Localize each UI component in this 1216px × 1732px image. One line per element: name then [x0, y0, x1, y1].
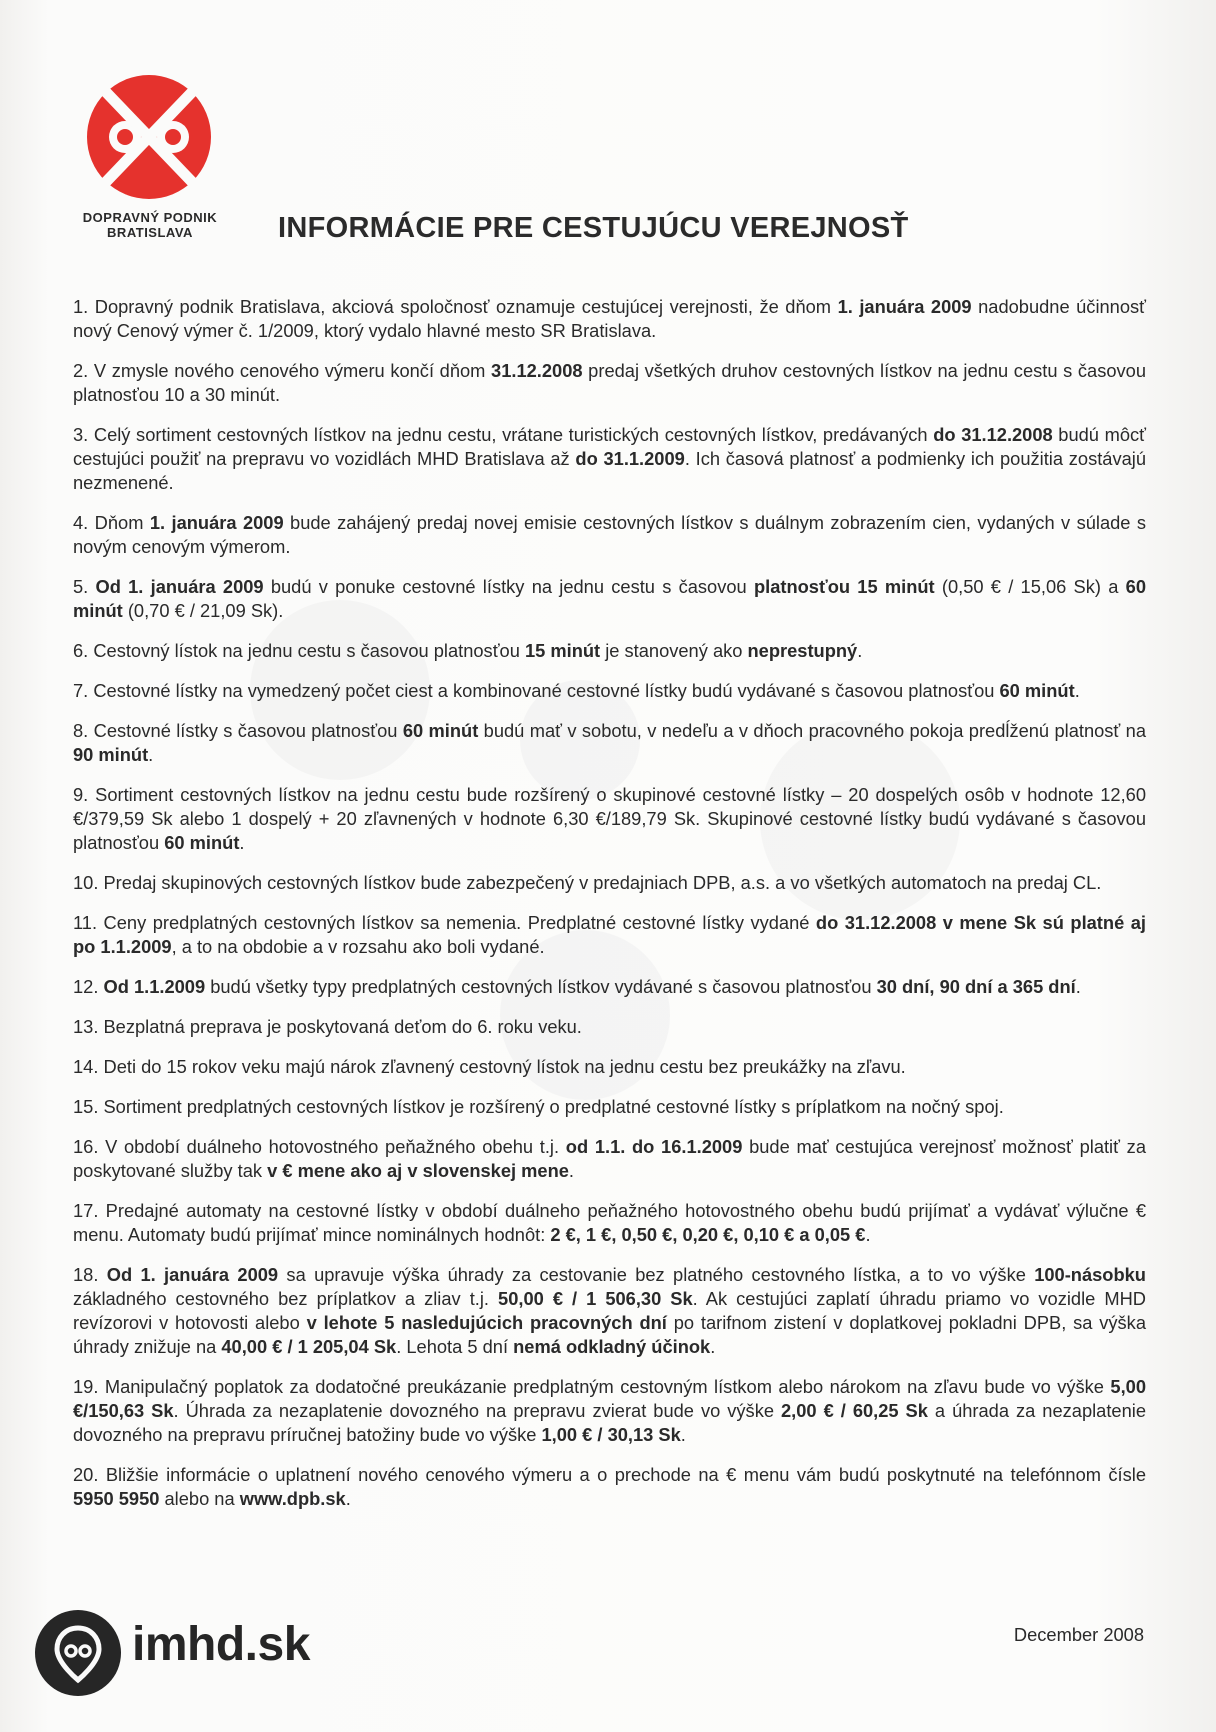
- notice-item: [73, 1095, 1146, 1119]
- dpb-logo-icon: [82, 70, 217, 205]
- notice-item-bold: 60 minút: [73, 576, 1146, 621]
- notice-item-text: sa upravuje výška úhrady za cestovanie bez platného cestovného lístka, a to vo výške: [278, 1264, 1035, 1285]
- notice-item-bold: 1. januára 2009: [149, 512, 284, 533]
- notice-item-bold: 15 minút: [524, 640, 601, 661]
- notice-item: [73, 511, 1146, 559]
- notice-item-bold: 60 minút: [164, 832, 240, 853]
- notice-item-bold: neprestupný: [747, 640, 858, 661]
- notice-item-text: 7. Cestovné lístky na vymedzený počet ciest a kombinované cestovné lístky budú vydávané s časovou platnosťou: [73, 680, 1000, 701]
- notice-item-text: 16. V období duálneho hotovostného peňažného obehu t.j.: [73, 1136, 566, 1157]
- notice-item-text: . Ich časová platnosť a podmienky ich použitia zostávajú nezmenené.: [73, 448, 1146, 493]
- notice-item-text: 8. Cestovné lístky s časovou platnosťou: [73, 720, 403, 741]
- notice-item-text: .: [345, 1488, 351, 1509]
- notice-item-text: 3. Celý sortiment cestovných lístkov na jednu cestu, vrátane turistických cestovných lístkov, predávaných: [73, 424, 934, 445]
- notice-item: [73, 1055, 1146, 1079]
- notice-item-text: .: [857, 640, 863, 661]
- notice-item-text: základného cestovného bez príplatkov a zliav t.j.: [73, 1288, 499, 1309]
- notice-item-text: (0,70 € / 21,09 Sk).: [122, 600, 284, 621]
- imhd-watermark-text: imhd.sk: [132, 1618, 310, 1671]
- notice-item-text: . Ak cestujúci zaplatí úhradu priamo vo vozidle MHD revízorovi v hotovosti alebo: [73, 1288, 1146, 1333]
- notice-item-text: .: [680, 1424, 686, 1445]
- notice-item-text: .: [239, 832, 245, 853]
- org-name-line1: DOPRAVNÝ PODNIK: [82, 210, 218, 225]
- imhd-pin-icon: [33, 1608, 123, 1698]
- notice-item-bold: 2,00 € / 60,25 Sk: [781, 1400, 928, 1421]
- org-name: [70, 210, 230, 240]
- notice-item-bold: v € mene ako aj v slovenskej mene: [267, 1160, 569, 1181]
- notice-item: [73, 871, 1146, 895]
- notice-item-bold: 90 minút: [73, 744, 149, 765]
- notice-item-text: alebo na: [159, 1488, 240, 1509]
- notice-item-bold: 30 dní, 90 dní a 365 dní: [876, 976, 1076, 997]
- notice-item-text: 10. Predaj skupinových cestovných lístkov bude zabezpečený v predajniach DPB, a.s. a vo všetkých automatoch na predaj CL.: [73, 872, 1102, 893]
- notice-item: [73, 911, 1146, 959]
- notice-item: [73, 1199, 1146, 1247]
- notice-item-text: 9. Sortiment cestovných lístkov na jednu cestu bude rozšírený o skupinové cestovné lístky – 20 dospelých osôb v hodnote 12,60 €/379,59 Sk alebo 1 dospelý + 20 zľavnených v hodnote 6,30 €/189,79 Sk. Skupinové cestovné lístky budú vydávané s časovou platnosťou: [73, 784, 1146, 853]
- notice-item-bold: do 31.12.2008: [933, 424, 1053, 445]
- notice-item: [73, 1263, 1146, 1359]
- notice-item-text: 18.: [73, 1264, 107, 1285]
- notice-list: [73, 295, 1146, 1527]
- dpb-logo: [70, 70, 230, 245]
- notice-item-text: .: [865, 1224, 871, 1245]
- notice-item-bold: 100-násobku: [1034, 1264, 1146, 1285]
- notice-item-bold: 60 minút: [402, 720, 479, 741]
- notice-item-bold: 31.12.2008: [491, 360, 583, 381]
- notice-item-text: .: [148, 744, 154, 765]
- notice-item-bold: www.dpb.sk: [239, 1488, 346, 1509]
- notice-item-bold: do 31.12.2008 v mene Sk sú platné aj po 1.1.2009: [73, 912, 1146, 957]
- notice-item-bold: 1. januára 2009: [837, 296, 972, 317]
- notice-item: [73, 295, 1146, 343]
- notice-item: [73, 639, 1146, 663]
- notice-item: [73, 783, 1146, 855]
- notice-item-bold: 40,00 € / 1 205,04 Sk: [221, 1336, 397, 1357]
- notice-item-bold: v lehote 5 nasledujúcich pracovných dní: [306, 1312, 667, 1333]
- notice-item-bold: nemá odkladný účinok: [513, 1336, 711, 1357]
- notice-item-text: 14. Deti do 15 rokov veku majú nárok zľavnený cestovný lístok na jednu cestu bez preukážky na zľavu.: [73, 1056, 906, 1077]
- notice-item: [73, 679, 1146, 703]
- notice-item-text: nadobudne účinnosť nový Cenový výmer č. 1/2009, ktorý vydalo hlavné mesto SR Bratislava.: [73, 296, 1147, 341]
- notice-item-text: 6. Cestovný lístok na jednu cestu s časovou platnosťou: [73, 640, 525, 661]
- notice-item-text: bude mať cestujúca verejnosť možnosť platiť za poskytované služby tak: [73, 1136, 1146, 1181]
- notice-item-text: a úhrada za nezaplatenie dovozného na prepravu príručnej batožiny bude vo výške: [73, 1400, 1146, 1445]
- notice-item-text: bude zahájený predaj novej emisie cestovných lístkov s duálnym zobrazením cien, vydaných v súlade s novým cenovým výmerom.: [73, 512, 1147, 557]
- notice-item-text: 15. Sortiment predplatných cestovných lístkov je rozšírený o predplatné cestovné lístky s príplatkom na nočný spoj.: [73, 1096, 1004, 1117]
- notice-item-text: .: [710, 1336, 716, 1357]
- notice-item: [73, 575, 1146, 623]
- notice-item-bold: od 1.1. do 16.1.2009: [565, 1136, 743, 1157]
- notice-item-text: , a to na obdobie a v rozsahu ako boli vydané.: [171, 936, 545, 957]
- notice-item-text: budú mať v sobotu, v nedeľu a v dňoch pracovného pokoja predĺženú platnosť na: [478, 720, 1146, 741]
- notice-item-text: . Lehota 5 dní: [396, 1336, 514, 1357]
- notice-item-bold: 2 €, 1 €, 0,50 €, 0,20 €, 0,10 € a 0,05 €: [550, 1224, 866, 1245]
- notice-item-text: 2. V zmysle nového cenového výmeru končí dňom: [73, 360, 492, 381]
- notice-item-text: 20. Bližšie informácie o uplatnení nového cenového výmeru a o prechode na € menu vám budú poskytnuté na telefónnom čísle: [73, 1464, 1146, 1485]
- notice-item-bold: Od 1. januára 2009: [106, 1264, 279, 1285]
- notice-item-text: 13. Bezplatná preprava je poskytovaná deťom do 6. roku veku.: [73, 1016, 582, 1037]
- notice-item-text: po tarifnom zistení v doplatkovej pokladni DPB, sa výška úhrady znižuje na: [73, 1312, 1146, 1357]
- notice-item: [73, 1015, 1146, 1039]
- notice-item: [73, 359, 1146, 407]
- notice-item-bold: do 31.1.2009: [575, 448, 685, 469]
- notice-item-bold: 5950 5950: [73, 1488, 160, 1509]
- notice-item-text: 11. Ceny predplatných cestovných lístkov sa nemenia. Predplatné cestovné lístky vydané: [73, 912, 816, 933]
- notice-item-text: .: [1075, 976, 1081, 997]
- notice-item-text: predaj všetkých druhov cestovných lístkov na jednu cestu s časovou platnosťou 10 a 30 minút.: [73, 360, 1147, 405]
- org-name-line2: BRATISLAVA: [107, 225, 193, 240]
- notice-item: [73, 423, 1146, 495]
- notice-item: [73, 975, 1146, 999]
- notice-item-text: 4. Dňom: [73, 512, 150, 533]
- notice-item: [73, 1135, 1146, 1183]
- notice-item-text: budú v ponuke cestovné lístky na jednu cestu s časovou: [263, 576, 754, 597]
- notice-item-text: (0,50 € / 15,06 Sk) a: [934, 576, 1126, 597]
- imhd-logo: [33, 1608, 123, 1698]
- notice-item-bold: 1,00 € / 30,13 Sk: [541, 1424, 681, 1445]
- notice-item-text: je stanovený ako: [600, 640, 748, 661]
- page-title: INFORMÁCIE PRE CESTUJÚCU VEREJNOSŤ: [278, 212, 909, 244]
- notice-item: [73, 719, 1146, 767]
- notice-item-bold: 60 minút: [999, 680, 1075, 701]
- notice-item-bold: Od 1.1.2009: [103, 976, 206, 997]
- notice-item-bold: 50,00 € / 1 506,30 Sk: [498, 1288, 693, 1309]
- notice-item-text: budú môcť cestujúci použiť na prepravu vo vozidlách MHD Bratislava až: [73, 424, 1146, 469]
- notice-item-bold: 5,00 €/150,63 Sk: [73, 1376, 1146, 1421]
- notice-item-bold: Od 1. januára 2009: [95, 576, 264, 597]
- document-date: December 2008: [1013, 1624, 1144, 1645]
- notice-item: [73, 1375, 1146, 1447]
- notice-item-text: budú všetky typy predplatných cestovných lístkov vydávané s časovou platnosťou: [205, 976, 877, 997]
- notice-item-text: 12.: [73, 976, 104, 997]
- notice-item-bold: platnosťou 15 minút: [753, 576, 935, 597]
- notice-item: [73, 1463, 1146, 1511]
- notice-item-text: .: [568, 1160, 574, 1181]
- notice-item-text: 19. Manipulačný poplatok za dodatočné preukázanie predplatným cestovným lístkom alebo nárokom na zľavu bude vo výške: [73, 1376, 1111, 1397]
- notice-item-text: . Úhrada za nezaplatenie dovozného na prepravu zvierat bude vo výške: [173, 1400, 781, 1421]
- notice-item-text: 5.: [73, 576, 96, 597]
- notice-item-text: 1. Dopravný podnik Bratislava, akciová spoločnosť oznamuje cestujúcej verejnosti, že dňom: [73, 296, 838, 317]
- notice-item-text: 17. Predajné automaty na cestovné lístky v období duálneho peňažného hotovostného obehu budú prijímať a vydávať výlučne € menu. Automaty budú prijímať mince nominálnych hodnôt:: [73, 1200, 1146, 1245]
- notice-item-text: .: [1074, 680, 1080, 701]
